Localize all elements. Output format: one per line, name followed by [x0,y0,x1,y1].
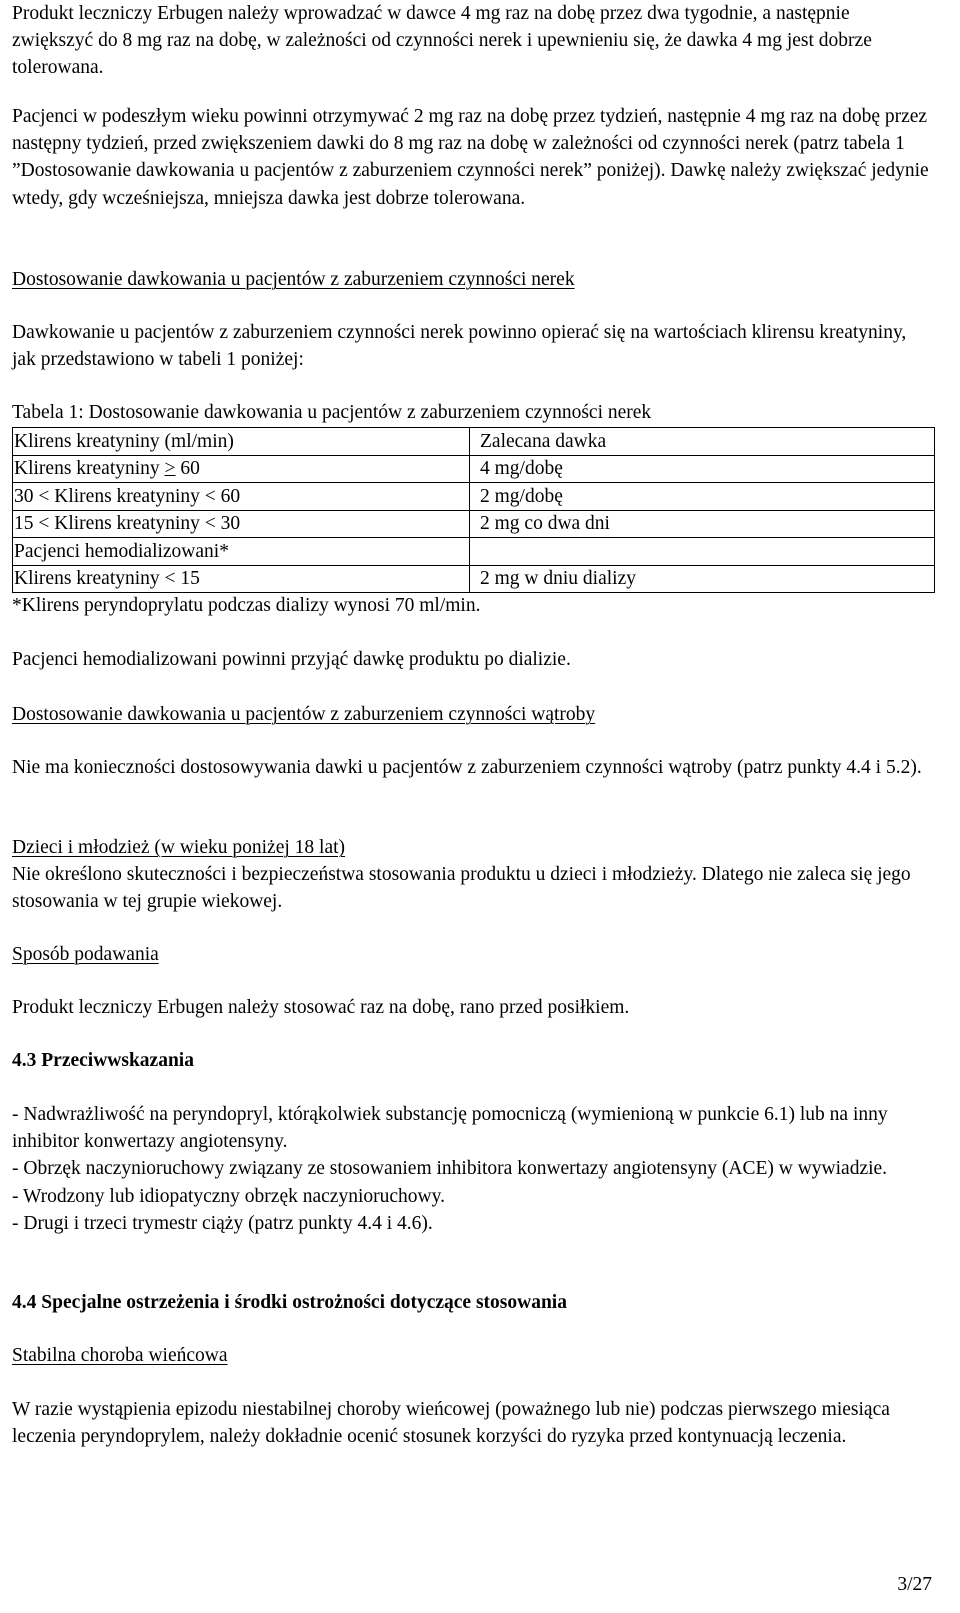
table-cell-clearance: Klirens kreatyniny > 60 [13,455,470,483]
list-item: - Nadwrażliwość na peryndopryl, którąkolwiek substancję pomocniczą (wymienioną w punkcie 6.1) lub na inny inhibitor konwertazy angiotensyny. [12,1104,888,1153]
heading-liver-adjustment: Dostosowanie dawkowania u pacjentów z zaburzeniem czynności wątroby [12,704,596,725]
list-item: - Obrzęk naczynioruchowy związany ze stosowaniem inhibitora konwertazy angiotensyny (ACE) w wywiadzie. [12,1158,888,1180]
paragraph-liver: Nie ma konieczności dostosowywania dawki u pacjentów z zaburzeniem czynności wątroby (patrz punkty 4.4 i 5.2). [12,757,922,778]
table-cell-clearance: 15 < Klirens kreatyniny < 30 [13,510,470,538]
table-row [13,538,935,566]
paragraph-elderly-dose: Pacjenci w podeszłym wieku powinni otrzymywać 2 mg raz na dobę przez tydzień, następnie 4 mg raz na dobę przez następny tydzień, przed zwiększeniem dawki do 8 mg raz na dobę w zależności od czynności nerek (patrz tabela 1 ”Dostosowanie dawkowania u pacjentów z zaburzeniem czynności nerek” poniżej). Dawkę należy zwiększać jedynie wtedy, gdy wcześniejsza, mniejsza dawka jest dobrze tolerowana. [12,106,929,209]
paragraph-children: Nie określono skuteczności i bezpieczeństwa stosowania produktu u dzieci i młodzieży. Dlatego nie zaleca się jego stosowania w tej grupie wiekowej. [12,864,911,913]
page-number: 3/27 [897,1574,932,1595]
table-cell-dose: 2 mg w dniu dializy [470,565,935,593]
table-row [13,455,935,483]
heading-contraindications: 4.3 Przeciwwskazania [12,1050,194,1071]
table-row [13,483,935,511]
renal-dose-table [12,427,935,593]
list-item: - Drugi i trzeci trymestr ciąży (patrz punkty 4.4 i 4.6). [12,1212,433,1234]
table-header-row [13,428,935,456]
table-row [13,510,935,538]
table-cell-clearance: 30 < Klirens kreatyniny < 60 [13,483,470,511]
heading-stable-angina: Stabilna choroba wieńcowa [12,1345,228,1366]
table-caption: Tabela 1: Dostosowanie dawkowania u pacjentów z zaburzeniem czynności nerek [12,402,652,423]
paragraph-initial-dose: Produkt leczniczy Erbugen należy wprowadzać w dawce 4 mg raz na dobę przez dwa tygodnie, a następnie zwiększyć do 8 mg raz na dobę, w zależności od czynności nerek i upewnieniu się, że dawka 4 mg jest dobrze tolerowana. [12,3,872,79]
contraindications-list [12,1101,932,1237]
paragraph-renal-dosing: Dawkowanie u pacjentów z zaburzeniem czynności nerek powinno opierać się na wartościach klirensu kreatyniny, jak przedstawiono w tabeli 1 poniżej: [12,322,907,371]
list-item: - Wrodzony lub idiopatyczny obrzęk naczynioruchowy. [12,1185,445,1207]
paragraph-hemodialysis: Pacjenci hemodializowani powinni przyjąć dawkę produktu po dializie. [12,649,571,670]
paragraph-stable-angina: W razie wystąpienia epizodu niestabilnej choroby wieńcowej (poważnego lub nie) podczas pierwszego miesiąca leczenia peryndoprylem, należy dokładnie ocenić stosunek korzyści do ryzyka przed kontynuacją leczenia. [12,1399,890,1448]
table-footnote: *Klirens peryndoprylatu podczas dializy wynosi 70 ml/min. [12,595,481,616]
table-header-cell: Klirens kreatyniny (ml/min) [13,428,470,456]
table-cell-dose: 4 mg/dobę [470,455,935,483]
table-cell-clearance: Klirens kreatyniny < 15 [13,565,470,593]
heading-renal-adjustment: Dostosowanie dawkowania u pacjentów z zaburzeniem czynności nerek [12,269,575,290]
table-cell-clearance: Pacjenci hemodializowani* [13,538,470,566]
table-row [13,565,935,593]
heading-warnings: 4.4 Specjalne ostrzeżenia i środki ostrożności dotyczące stosowania [12,1292,567,1313]
table-header-cell: Zalecana dawka [470,428,935,456]
table-cell-dose: 2 mg/dobę [470,483,935,511]
heading-children: Dzieci i młodzież (w wieku poniżej 18 lat) [12,837,346,858]
heading-administration: Sposób podawania [12,944,159,965]
table-cell-dose [470,538,935,566]
table-cell-dose: 2 mg co dwa dni [470,510,935,538]
paragraph-administration: Produkt leczniczy Erbugen należy stosować raz na dobę, rano przed posiłkiem. [12,997,630,1018]
